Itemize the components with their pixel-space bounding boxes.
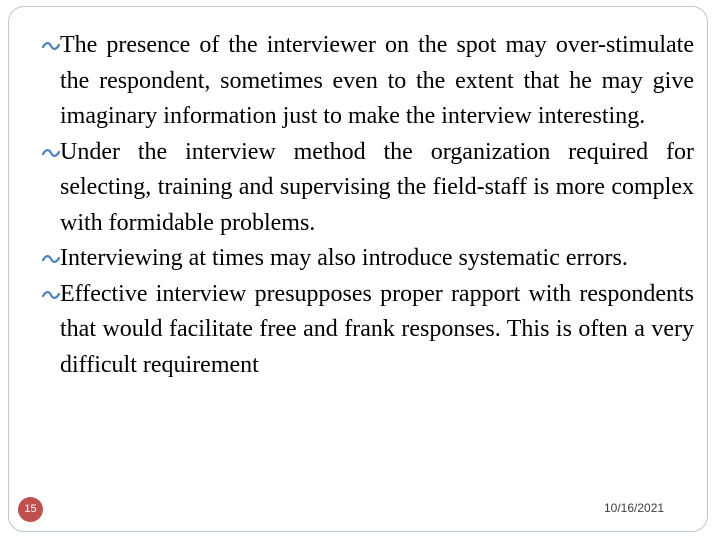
bullet-text: The presence of the interviewer on the spot may over-stimulate the respondent, sometimes even to the extent that he may give imaginary information just to make the interview interesting. <box>60 32 694 129</box>
wave-bullet-icon <box>42 277 64 313</box>
bullet-text: Interviewing at times may also introduce systematic errors. <box>60 245 628 271</box>
wave-bullet-icon <box>42 28 64 64</box>
bullet-list <box>42 28 694 383</box>
bullet-item <box>42 241 694 277</box>
wave-bullet-icon <box>42 241 64 277</box>
page-number-badge: 15 <box>18 497 43 522</box>
bullet-item <box>42 135 694 242</box>
bullet-text: Effective interview presupposes proper rapport with respondents that would facilitate free and frank responses. This is often a very difficult requirement <box>60 280 694 378</box>
bullet-item <box>42 28 694 135</box>
slide-date: 10/16/2021 <box>604 501 665 515</box>
wave-bullet-icon <box>42 135 64 171</box>
bullet-item <box>42 277 694 384</box>
bullet-text: Under the interview method the organization required for selecting, training and supervising the field-staff is more complex with formidable problems. <box>60 138 694 236</box>
